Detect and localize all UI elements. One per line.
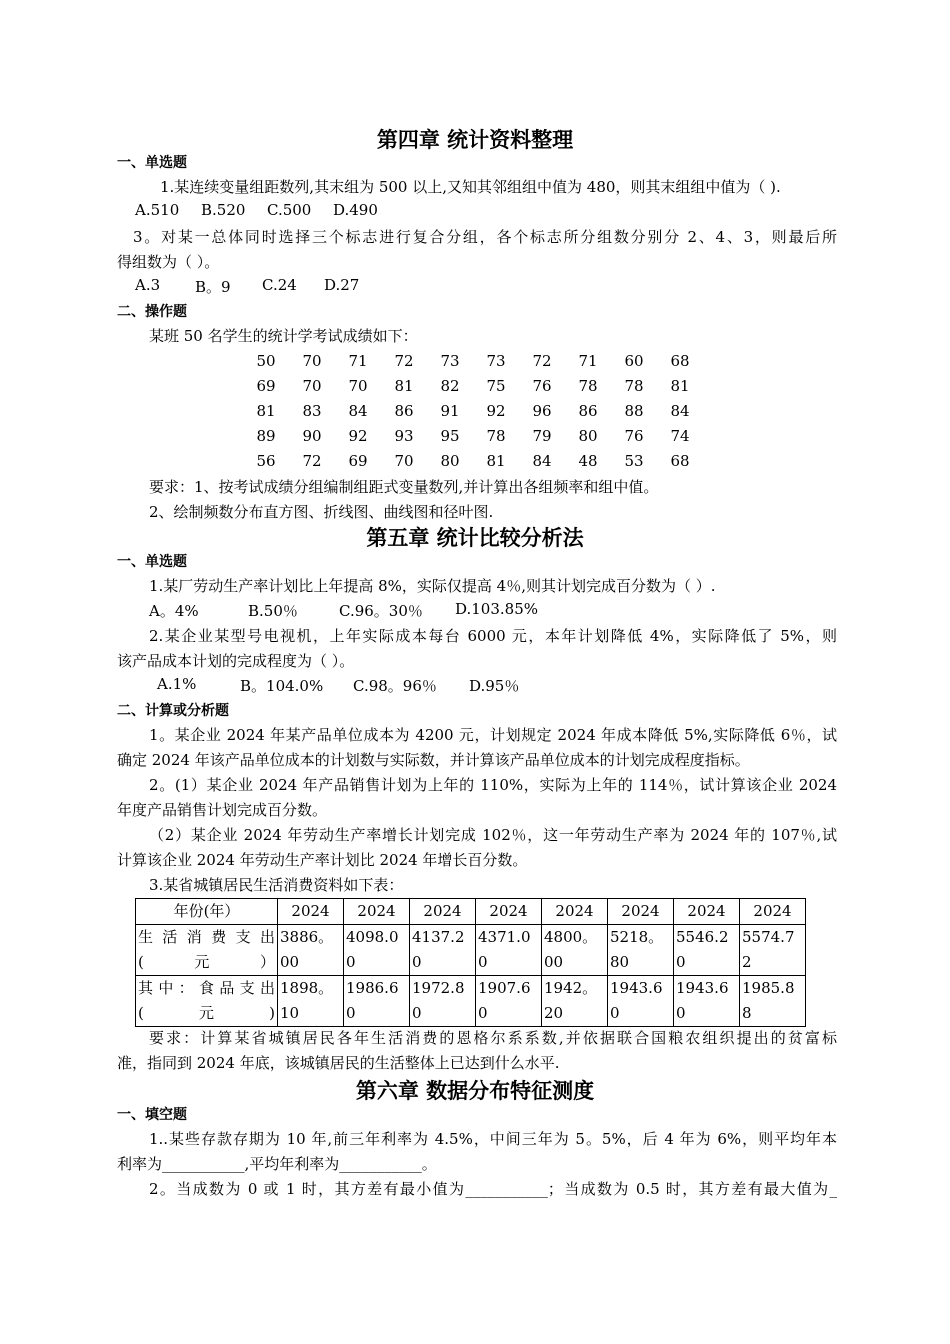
ch5-calc-1-line-2: 确定 2024 年该产品单位成本的计划数与实际数，并计算该产品单位成本的计划完成程度指标。: [117, 751, 750, 769]
row-label-living-expense: 生 活 消 费 支 出(元）: [136, 925, 278, 976]
table-header-year: 2024: [674, 899, 740, 925]
table-cell: 1942。20: [542, 976, 608, 1027]
option: B.520: [201, 201, 246, 219]
score-cell: 88: [624, 402, 644, 420]
table-cell: 3886。00: [278, 925, 344, 976]
score-cell: 84: [348, 402, 368, 420]
ch5-section-single-choice: 一、单选题: [117, 554, 187, 570]
table-cell: 4098.00: [344, 925, 410, 976]
score-cell: 92: [486, 402, 506, 420]
score-cell: 50: [256, 352, 276, 370]
score-cell: 76: [624, 427, 644, 445]
ch4-section-operation: 二、操作题: [117, 304, 187, 320]
ch4-section-single-choice: 一、单选题: [117, 155, 187, 171]
table-cell: 1986.60: [344, 976, 410, 1027]
table-cell: 4800。00: [542, 925, 608, 976]
table-header-year: 2024: [608, 899, 674, 925]
score-cell: 96: [532, 402, 552, 420]
option: A.1%: [157, 675, 197, 693]
score-cell: 71: [348, 352, 368, 370]
score-cell: 68: [670, 452, 690, 470]
table-header-label: 年份(年）: [136, 899, 278, 925]
table-cell: 4371.00: [476, 925, 542, 976]
table-cell: 1907.60: [476, 976, 542, 1027]
score-cell: 73: [486, 352, 506, 370]
score-cell: 93: [394, 427, 414, 445]
table-cell: 1943.60: [608, 976, 674, 1027]
option: D.27: [324, 276, 360, 294]
score-cell: 79: [532, 427, 552, 445]
ch4-requirement-2: 2、绘制频数分布直方图、折线图、曲线图和径叶图.: [149, 503, 494, 521]
score-cell: 82: [440, 377, 460, 395]
score-cell: 84: [670, 402, 690, 420]
score-cell: 72: [532, 352, 552, 370]
ch5-requirement-line-1: 要求：计算某省城镇居民各年生活消费的恩格尔系系数,并依据联合国粮农组织提出的贫富标: [149, 1029, 837, 1047]
row-label-food-expense: 其 中 ： 食 品 支 出(元): [136, 976, 278, 1027]
chapter-4-title: 第四章 统计资料整理: [376, 128, 574, 152]
table-cell: 5546.20: [674, 925, 740, 976]
score-cell: 84: [532, 452, 552, 470]
option: B。9: [195, 278, 231, 296]
score-cell: 78: [624, 377, 644, 395]
score-cell: 71: [578, 352, 598, 370]
option: B.50％: [248, 602, 298, 620]
ch5-calc-1-line-1: 1。某企业 2024 年某产品单位成本为 4200 元，计划规定 2024 年成本降低 5%,实际降低 6％，试: [149, 726, 837, 744]
score-cell: 56: [256, 452, 276, 470]
ch5-calc-2b-line-1: （2）某企业 2024 年劳动生产率增长计划完成 102％，这一年劳动生产率为 2024 年的 107％,试: [149, 826, 837, 844]
score-cell: 53: [624, 452, 644, 470]
table-header-year: 2024: [278, 899, 344, 925]
score-cell: 74: [670, 427, 690, 445]
score-cell: 68: [670, 352, 690, 370]
score-cell: 72: [302, 452, 322, 470]
score-cell: 92: [348, 427, 368, 445]
option: C.24: [262, 276, 297, 294]
ch5-calc-2b-line-2: 计算该企业 2024 年劳动生产率计划比 2024 年增长百分数。: [117, 851, 528, 869]
score-cell: 95: [440, 427, 460, 445]
option: B。104.0%: [240, 677, 324, 695]
table-cell: 5574.72: [740, 925, 806, 976]
score-cell: 81: [670, 377, 690, 395]
ch5-question-2-line-1: 2.某企业某型号电视机，上年实际成本每台 6000 元，本年计划降低 4%，实际降低了 5%，则: [149, 627, 837, 645]
table-cell: 4137.20: [410, 925, 476, 976]
score-cell: 48: [578, 452, 598, 470]
score-cell: 75: [486, 377, 506, 395]
table-row: [136, 925, 806, 976]
score-cell: 72: [394, 352, 414, 370]
ch6-section-fill-blank: 一、填空题: [117, 1107, 187, 1123]
table-header-year: 2024: [542, 899, 608, 925]
score-cell: 83: [302, 402, 322, 420]
chapter-5-title: 第五章 统计比较分析法: [366, 526, 584, 550]
score-cell: 73: [440, 352, 460, 370]
score-cell: 70: [394, 452, 414, 470]
score-cell: 81: [486, 452, 506, 470]
score-cell: 89: [256, 427, 276, 445]
score-cell: 76: [532, 377, 552, 395]
ch4-requirement-1: 要求：1、按考试成绩分组编制组距式变量数列,并计算出各组频率和组中值。: [149, 478, 659, 496]
score-cell: 78: [486, 427, 506, 445]
score-cell: 60: [624, 352, 644, 370]
score-cell: 81: [394, 377, 414, 395]
ch5-calc-2-line-1: 2。(1）某企业 2024 年产品销售计划为上年的 110%，实际为上年的 114％，试计算该企业 2024: [149, 776, 837, 794]
table-cell: 1898。10: [278, 976, 344, 1027]
score-cell: 69: [348, 452, 368, 470]
table-row: [136, 976, 806, 1027]
table-header-year: 2024: [410, 899, 476, 925]
score-cell: 78: [578, 377, 598, 395]
ch5-question-1: 1.某厂劳动生产率计划比上年提高 8%，实际仅提高 4％,则其计划完成百分数为（ ）.: [149, 577, 716, 595]
ch5-requirement-line-2: 准，指同到 2024 年底，该城镇居民的生活整体上已达到什么水平.: [117, 1054, 560, 1072]
table-header-year: 2024: [740, 899, 806, 925]
score-cell: 80: [578, 427, 598, 445]
table-header-year: 2024: [344, 899, 410, 925]
score-cell: 90: [302, 427, 322, 445]
score-cell: 86: [578, 402, 598, 420]
score-cell: 81: [256, 402, 276, 420]
score-cell: 70: [302, 377, 322, 395]
consumption-table: [135, 898, 806, 1027]
score-cell: 70: [348, 377, 368, 395]
option: A.510: [135, 201, 180, 219]
table-header-year: 2024: [476, 899, 542, 925]
ch6-fill-2: 2。当成数为 0 或 1 时，其方差有最小值为___________；当成数为 0.5 时，其方差有最大值为_: [149, 1180, 837, 1198]
option: D.490: [333, 201, 378, 219]
score-cell: 69: [256, 377, 276, 395]
ch4-intro: 某班 50 名学生的统计学考试成绩如下：: [149, 327, 418, 345]
ch6-fill-1-line-2: 利率为___________,平均年利率为___________。: [117, 1155, 437, 1173]
table-cell: 1972.80: [410, 976, 476, 1027]
option: D.103.85%: [455, 600, 538, 618]
option: C.500: [267, 201, 312, 219]
score-cell: 70: [302, 352, 322, 370]
ch4-question-1: 1.某连续变量组距数列,其末组为 500 以上,又知其邻组组中值为 480，则其末组组中值为（ ).: [160, 178, 781, 196]
table-cell: 1943.60: [674, 976, 740, 1027]
score-grid: [243, 349, 705, 474]
ch5-section-calculation: 二、计算或分析题: [117, 703, 229, 719]
ch5-calc-3: 3.某省城镇居民生活消费资料如下表：: [149, 876, 404, 894]
ch5-calc-2-line-2: 年度产品销售计划完成百分数。: [117, 801, 328, 819]
ch5-question-2-line-2: 该产品成本计划的完成程度为（ ）。: [117, 652, 355, 670]
option: A.3: [135, 276, 161, 294]
option: A。4%: [149, 602, 199, 620]
table-cell: 1985.88: [740, 976, 806, 1027]
option: C.96。30％: [339, 602, 423, 620]
score-cell: 91: [440, 402, 460, 420]
option: C.98。96％: [353, 677, 437, 695]
table-header-row: [136, 899, 806, 925]
table-cell: 5218。80: [608, 925, 674, 976]
ch4-question-3-line-1: 3。对某一总体同时选择三个标志进行复合分组，各个标志所分组数分别分 2、4、3，则最后所: [133, 228, 837, 246]
ch6-fill-1-line-1: 1..某些存款存期为 10 年,前三年利率为 4.5%，中间三年为 5。5%，后 4 年为 6%，则平均年本: [149, 1130, 837, 1148]
score-cell: 80: [440, 452, 460, 470]
score-cell: 86: [394, 402, 414, 420]
chapter-6-title: 第六章 数据分布特征测度: [355, 1079, 595, 1103]
option: D.95％: [469, 677, 520, 695]
ch4-question-3-line-2: 得组数为（ ）。: [117, 253, 220, 271]
